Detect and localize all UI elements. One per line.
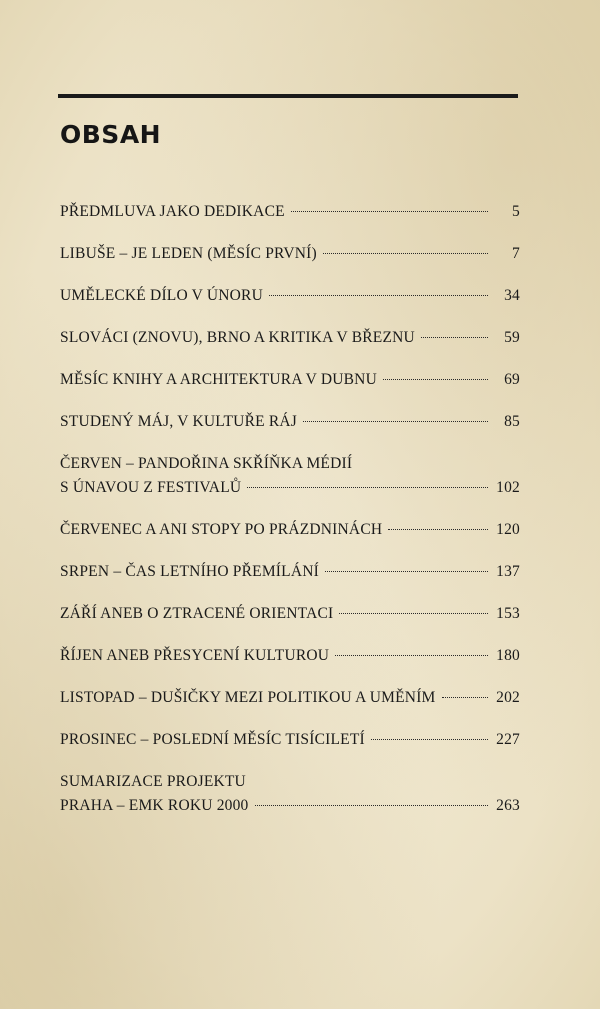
- toc-entry: [60, 770, 520, 836]
- toc-entry-page: 85: [504, 413, 520, 430]
- toc-entry: [60, 560, 520, 602]
- toc-entry: [60, 644, 520, 686]
- toc-entry-title: LIBUŠE – JE LEDEN (MĚSÍC PRVNÍ): [60, 245, 317, 262]
- dot-leader: [339, 613, 488, 614]
- toc-entry: [60, 410, 520, 452]
- toc-entry-page: 120: [496, 521, 520, 538]
- dot-leader: [255, 805, 489, 806]
- dot-leader: [442, 697, 488, 698]
- toc-entry-page: 102: [496, 479, 520, 496]
- toc-entry-title: LISTOPAD – DUŠIČKY MEZI POLITIKOU A UMĚNÍM: [60, 689, 436, 706]
- toc-entry-title: SRPEN – ČAS LETNÍHO PŘEMÍLÁNÍ: [60, 563, 319, 580]
- toc-entry-title-line1: SUMARIZACE PROJEKTU: [60, 773, 246, 790]
- dot-leader: [388, 529, 488, 530]
- toc-entry: [60, 368, 520, 410]
- toc-entry: [60, 242, 520, 284]
- toc-entry-page: 69: [504, 371, 520, 388]
- dot-leader: [335, 655, 488, 656]
- dot-leader: [421, 337, 488, 338]
- dot-leader: [325, 571, 488, 572]
- toc-entry-page: 153: [496, 605, 520, 622]
- toc-entry-title: S ÚNAVOU Z FESTIVALŮ: [60, 479, 242, 496]
- toc-entry-title: MĚSÍC KNIHY A ARCHITEKTURA V DUBNU: [60, 371, 377, 388]
- dot-leader: [303, 421, 488, 422]
- toc-entry: [60, 200, 520, 242]
- toc-entry-page: 34: [504, 287, 520, 304]
- toc-entry-title: PRAHA – EMK ROKU 2000: [60, 797, 249, 814]
- toc-entry-page: 180: [496, 647, 520, 664]
- toc-entry: [60, 728, 520, 770]
- dot-leader: [247, 487, 488, 488]
- toc-entry-page: 227: [496, 731, 520, 748]
- toc-entry-page: 5: [512, 203, 520, 220]
- toc-entry-title: UMĚLECKÉ DÍLO V ÚNORU: [60, 287, 263, 304]
- toc-entry-title-line1: ČERVEN – PANDOŘINA SKŘÍŇKA MÉDIÍ: [60, 455, 353, 472]
- toc-entry: [60, 452, 520, 518]
- toc-entry-page: 263: [496, 797, 520, 814]
- dot-leader: [291, 211, 488, 212]
- dot-leader: [383, 379, 488, 380]
- toc-entry-title: PROSINEC – POSLEDNÍ MĚSÍC TISÍCILETÍ: [60, 731, 365, 748]
- top-rule: [58, 94, 518, 98]
- toc-entry-title: ČERVENEC A ANI STOPY PO PRÁZDNINÁCH: [60, 521, 383, 538]
- toc-entry-page: 202: [496, 689, 520, 706]
- page-title: OBSAH: [60, 120, 162, 149]
- toc-entry: [60, 518, 520, 560]
- toc-entry: [60, 326, 520, 368]
- toc-entry-title: SLOVÁCI (ZNOVU), BRNO A KRITIKA V BŘEZNU: [60, 329, 415, 346]
- dot-leader: [269, 295, 488, 296]
- toc-entry-page: 7: [512, 245, 520, 262]
- toc-entry-page: 137: [496, 563, 520, 580]
- toc-entry-title: ŘÍJEN ANEB PŘESYCENÍ KULTUROU: [60, 647, 330, 664]
- toc-entry-title: ZÁŘÍ ANEB O ZTRACENÉ ORIENTACI: [60, 605, 334, 622]
- toc-entry-page: 59: [504, 329, 520, 346]
- toc-entry-title: STUDENÝ MÁJ, V KULTUŘE RÁJ: [60, 413, 298, 430]
- toc-entry: [60, 686, 520, 728]
- toc-entry: [60, 602, 520, 644]
- toc-entry-title: PŘEDMLUVA JAKO DEDIKACE: [60, 203, 285, 220]
- dot-leader: [371, 739, 488, 740]
- dot-leader: [323, 253, 488, 254]
- table-of-contents: [60, 200, 520, 836]
- toc-entry: [60, 284, 520, 326]
